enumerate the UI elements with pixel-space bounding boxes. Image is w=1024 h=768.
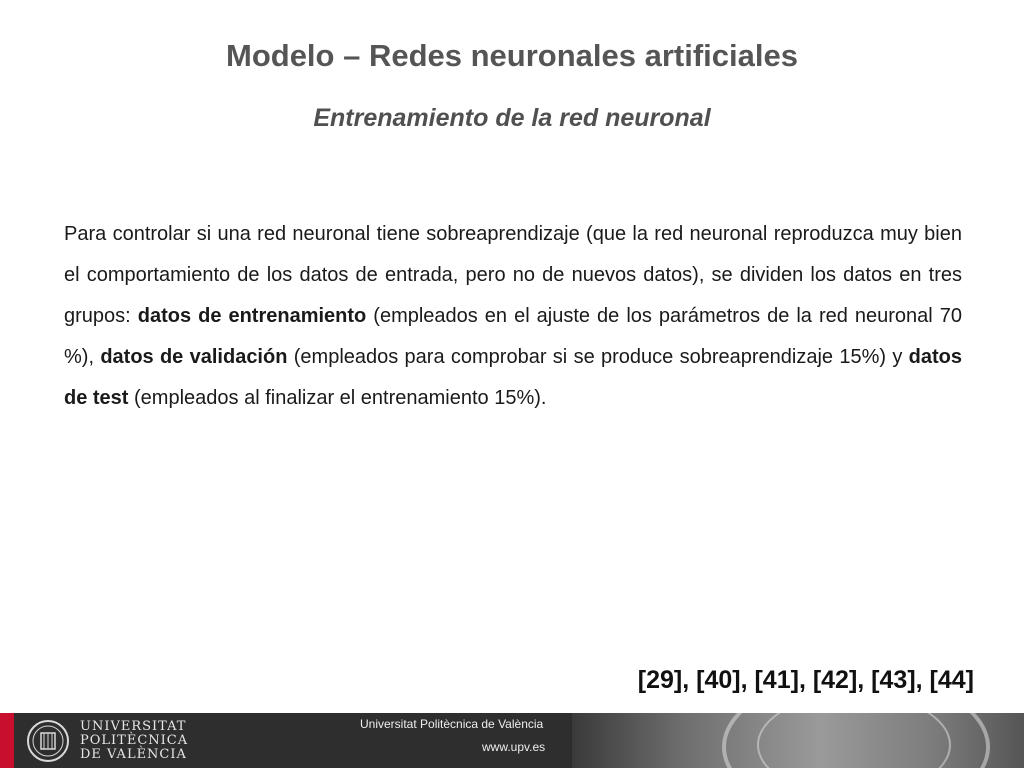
slide-subtitle: Entrenamiento de la red neuronal [313,104,711,132]
logo-line-1: UNIVERSITAT [80,719,187,734]
body-text-1: Para controlar si una red neuronal tiene sobreaprendizaje (que la red neuronal reproduzca muy bien el comportamiento de los datos de entrada, pero no de nuevos datos), se dividen los datos en tres grupos: [64,223,962,327]
footer-red-stripe [0,713,14,768]
body-text-3: (empleados para comprobar si se produce sobreaprendizaje 15%) y [287,346,909,368]
footer-bar [0,713,1024,768]
upv-logo [26,717,188,765]
university-seal-icon [26,719,70,763]
bold-training-data: datos de entrenamiento [137,305,367,327]
logo-line-2: POLITÈCNICA [80,733,189,748]
logo-wordmark [80,720,188,762]
slide-title: Modelo – Redes neuronales artificiales [226,38,798,73]
footer-university-name: Universitat Politècnica de València [360,717,544,731]
footer-url[interactable]: www.upv.es [482,740,546,754]
footer-seal-photo [572,713,1024,768]
body-paragraph [64,214,962,419]
logo-line-3: DE VALÈNCIA [80,747,187,762]
body-text-4: (empleados al finalizar el entrenamiento 15%). [128,387,547,409]
body-text-2: (empleados en el ajuste de los parámetros de la red neuronal 70 %), [64,305,962,368]
bold-test-data: datos de test [64,346,962,409]
references: [29], [40], [41], [42], [43], [44] [637,666,974,694]
bold-validation-data: datos de validación [100,346,288,368]
